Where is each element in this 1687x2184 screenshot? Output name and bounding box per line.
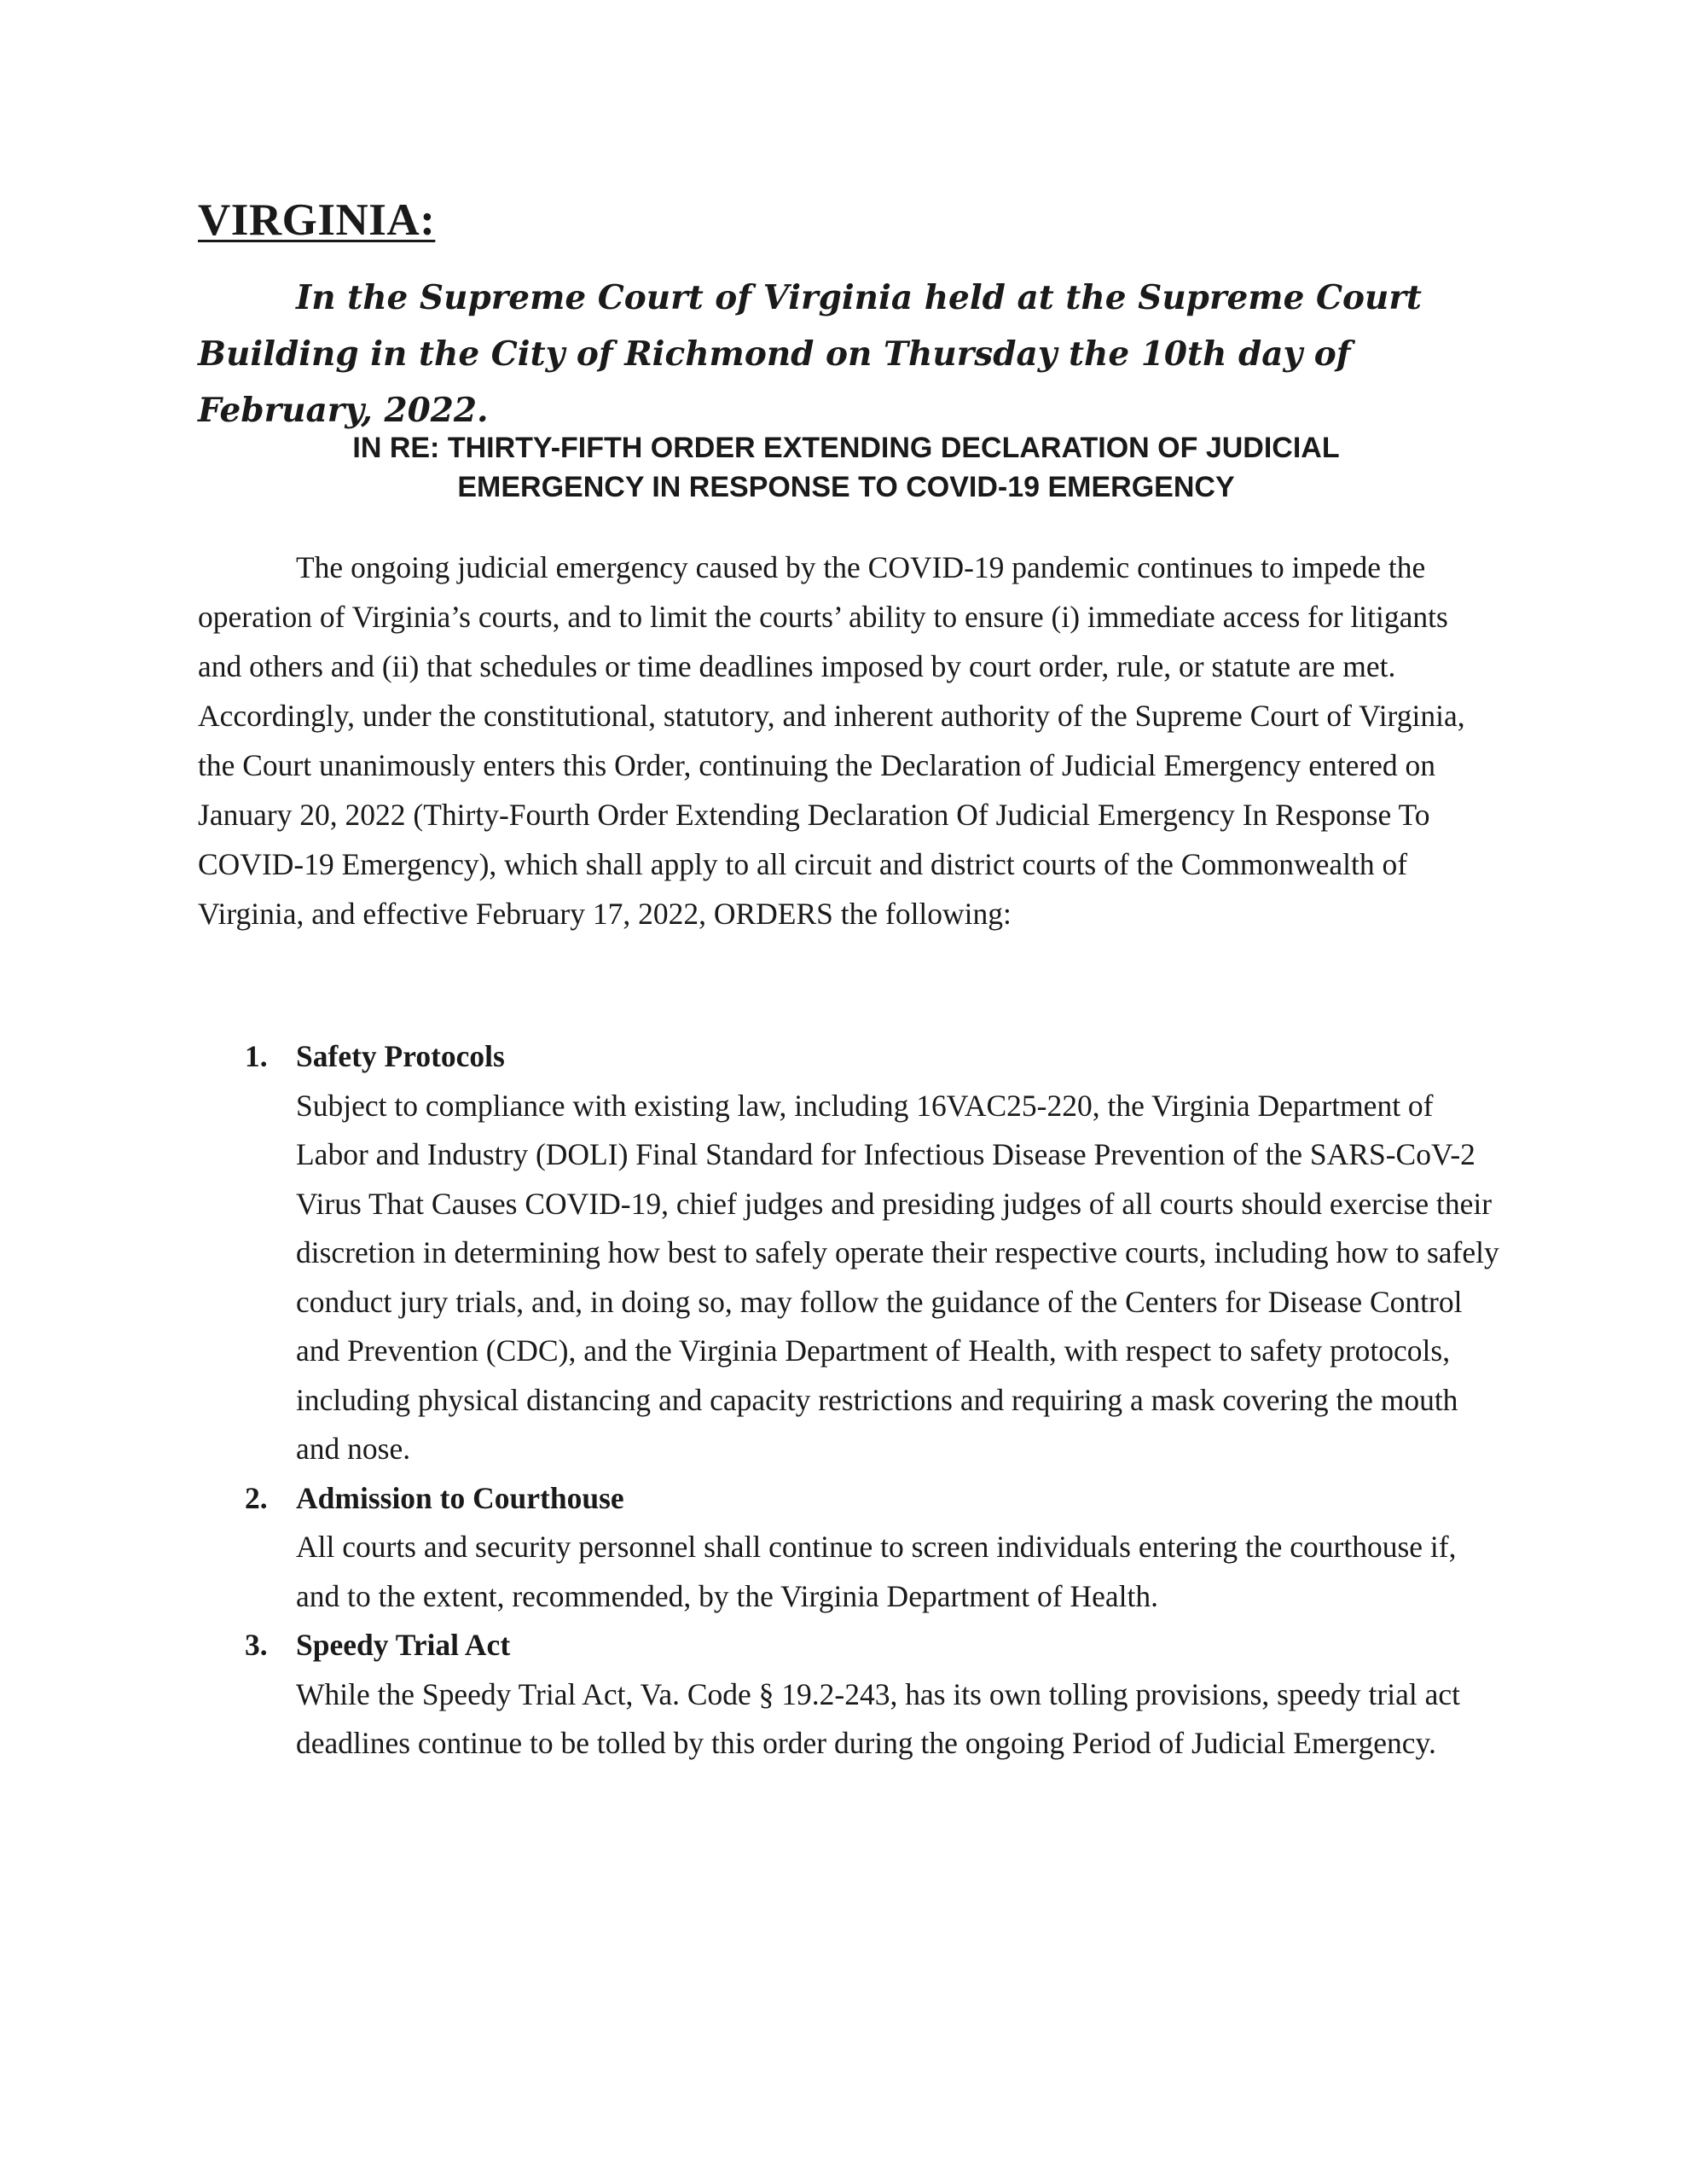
jurisdiction-heading: VIRGINIA:: [198, 195, 436, 245]
order-item-admission-to-courthouse: [198, 1474, 1503, 1622]
court-session-line: In the Supreme Court of Virginia held at the Supreme Court Building in the City of Richmond on Thursday the 10th day of February, 2022.: [198, 278, 1422, 430]
item-number: 2.: [245, 1480, 268, 1515]
item-number: 3.: [245, 1628, 268, 1662]
item-body: While the Speedy Trial Act, Va. Code § 19.2-243, has its own tolling provisions, speedy trial act deadlines continue to be tolled by this order during the ongoing Period of Judicial Emergency.: [296, 1676, 1460, 1760]
item-body: All courts and security personnel shall continue to screen individuals entering the courthouse if, and to the extent, recommended, by the Virginia Department of Health.: [296, 1530, 1457, 1613]
order-title-line-2: EMERGENCY IN RESPONSE TO COVID-19 EMERGENCY: [457, 471, 1235, 503]
order-title: [198, 428, 1494, 507]
order-title-line-1: IN RE: THIRTY-FIFTH ORDER EXTENDING DECLARATION OF JUDICIAL: [352, 432, 1340, 464]
order-item-safety-protocols: [198, 1032, 1503, 1474]
item-body: Subject to compliance with existing law, including 16VAC25-220, the Virginia Department of Labor and Industry (DOLI) Final Standard for Infectious Disease Prevention of the SARS-CoV-2 Virus That Causes COVID-19, chief judges and presiding judges of all courts should exercise their discretion in determining how best to safely operate their respective courts, including how to safely conduct jury trials, and, in doing so, may follow the guidance of the Centers for Disease Control and Prevention (CDC), and the Virginia Department of Health, with respect to safety protocols, including physical distancing and capacity restrictions and requiring a mask covering the mouth and nose.: [296, 1088, 1499, 1466]
order-item-speedy-trial-act: [198, 1621, 1503, 1769]
item-heading: Speedy Trial Act: [296, 1628, 511, 1662]
item-heading: Admission to Courthouse: [296, 1480, 624, 1515]
order-items-list: [198, 1032, 1503, 1769]
intro-paragraph: The ongoing judicial emergency caused by the COVID-19 pandemic continues to impede the operation of Virginia’s courts, and to limit the courts’ ability to ensure (i) immediate access for litigants and others and (ii) that schedules or time deadlines imposed by court order, rule, or statute are met. Accordingly, under the constitutional, statutory, and inherent authority of the Supreme Court of Virginia, the Court unanimously enters this Order, continuing the Declaration of Judicial Emergency entered on January 20, 2022 (Thirty-Fourth Order Extending Declaration Of Judicial Emergency In Response To COVID-19 Emergency), which shall apply to all circuit and district courts of the Commonwealth of Virginia, and effective February 17, 2022, ORDERS the following:: [198, 550, 1465, 931]
item-heading: Safety Protocols: [296, 1039, 505, 1073]
item-number: 1.: [245, 1039, 268, 1073]
